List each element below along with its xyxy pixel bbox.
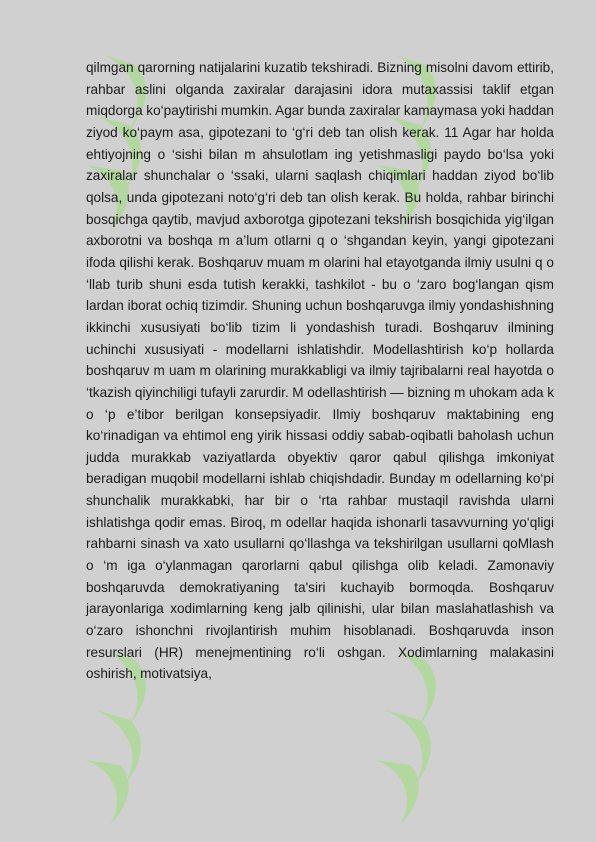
body-paragraph: qilmgan qarorning natijalarini kuzatib tekshiradi. Bizning misolni davom ettirib, rahbar aslini olganda zaxiralar darajasini idora mutaxassisi taklif etgan miqdorga ko‘paytirishi mumkin. Agar bunda zaxiralar kamaymasa yoki haddan ziyod ko‘paym asa, gipotezani to ‘g‘ri deb tan olish kerak. 11 Agar har holda ehtiyojning o ‘sishi bilan m ahsulotlam ing yetishmasligi paydo bo‘lsa yoki zaxiralar shunchalar o ‘ssaki, ularni saqlash chiqimlari haddan ziyod bo‘lib qolsa, unda gipotezani noto‘g‘ri deb tan olish kerak. Bu holda, rahbar birinchi bosqichga qaytib, mavjud axborotga gipotezani tekshirish bosqichida yig‘ilgan axborotni va boshqa m a’lum otlarni q o ‘shgandan keyin, yangi gipotezani ifoda qilishi kerak. Boshqaruv muam m olarini hal etayotganda ilmiy usulni q o ‘llab turib shuni esda tutish kerakki, tashkilot - bu o ‘zaro bog‘langan qism lardan iborat ochiq tizimdir. Shuning uchun boshqaruvga ilmiy yondashishning ikkinchi xususiyati bo‘lib tizim li yondashish turadi. Boshqaruv ilmining uchinchi xususiyati - modellarni ishlatishdir. Modellashtirish ko‘p hollarda boshqaruv m uam m olarining murakkabligi va ilmiy tajribalarni real hayotda o ‘tkazish qiyinchiligi tufayli zarurdir. M odellashtirish — bizning m uhokam ada k o ‘p e’tibor berilgan konsepsiyadir. Ilmiy boshqaruv maktabining eng ko‘rinadigan va ehtimol eng yirik hissasi oddiy sabab-oqibatli baholash uchun judda murakkab vaziyatlarda obyektiv qaror qabul qilishga imkoniyat beradigan muqobil modellarni ishlab chiqishdadir. Bunday m odellarning ko‘pi shunchalik murakkabki, har bir o ‘rta rahbar mustaqil ravishda ularni ishlatishga qodir emas. Biroq, m odellar haqida ishonarli tasavvurning yo‘qligi rahbarni sinash va xato usullarni qo‘llashga va tekshirilgan usullarni qoMlash o ‘m iga o‘ylanmagan qarorlarni qabul qilishga olib keladi. Zamonaviy boshqaruvda demokratiyaning ta'siri kuchayib bormoqda. Boshqaruv jarayonlariga xodimlarning keng jalb qilinishi, ular bilan maslahatlashish va o‘zaro ishonchni rivojlantirish muhim hisoblanadi. Boshqaruvda inson resurslari (HR) menejmentining ro‘li oshgan. Xodimlarning malakasini oshirish, motivatsiya,	[86, 60, 554, 682]
